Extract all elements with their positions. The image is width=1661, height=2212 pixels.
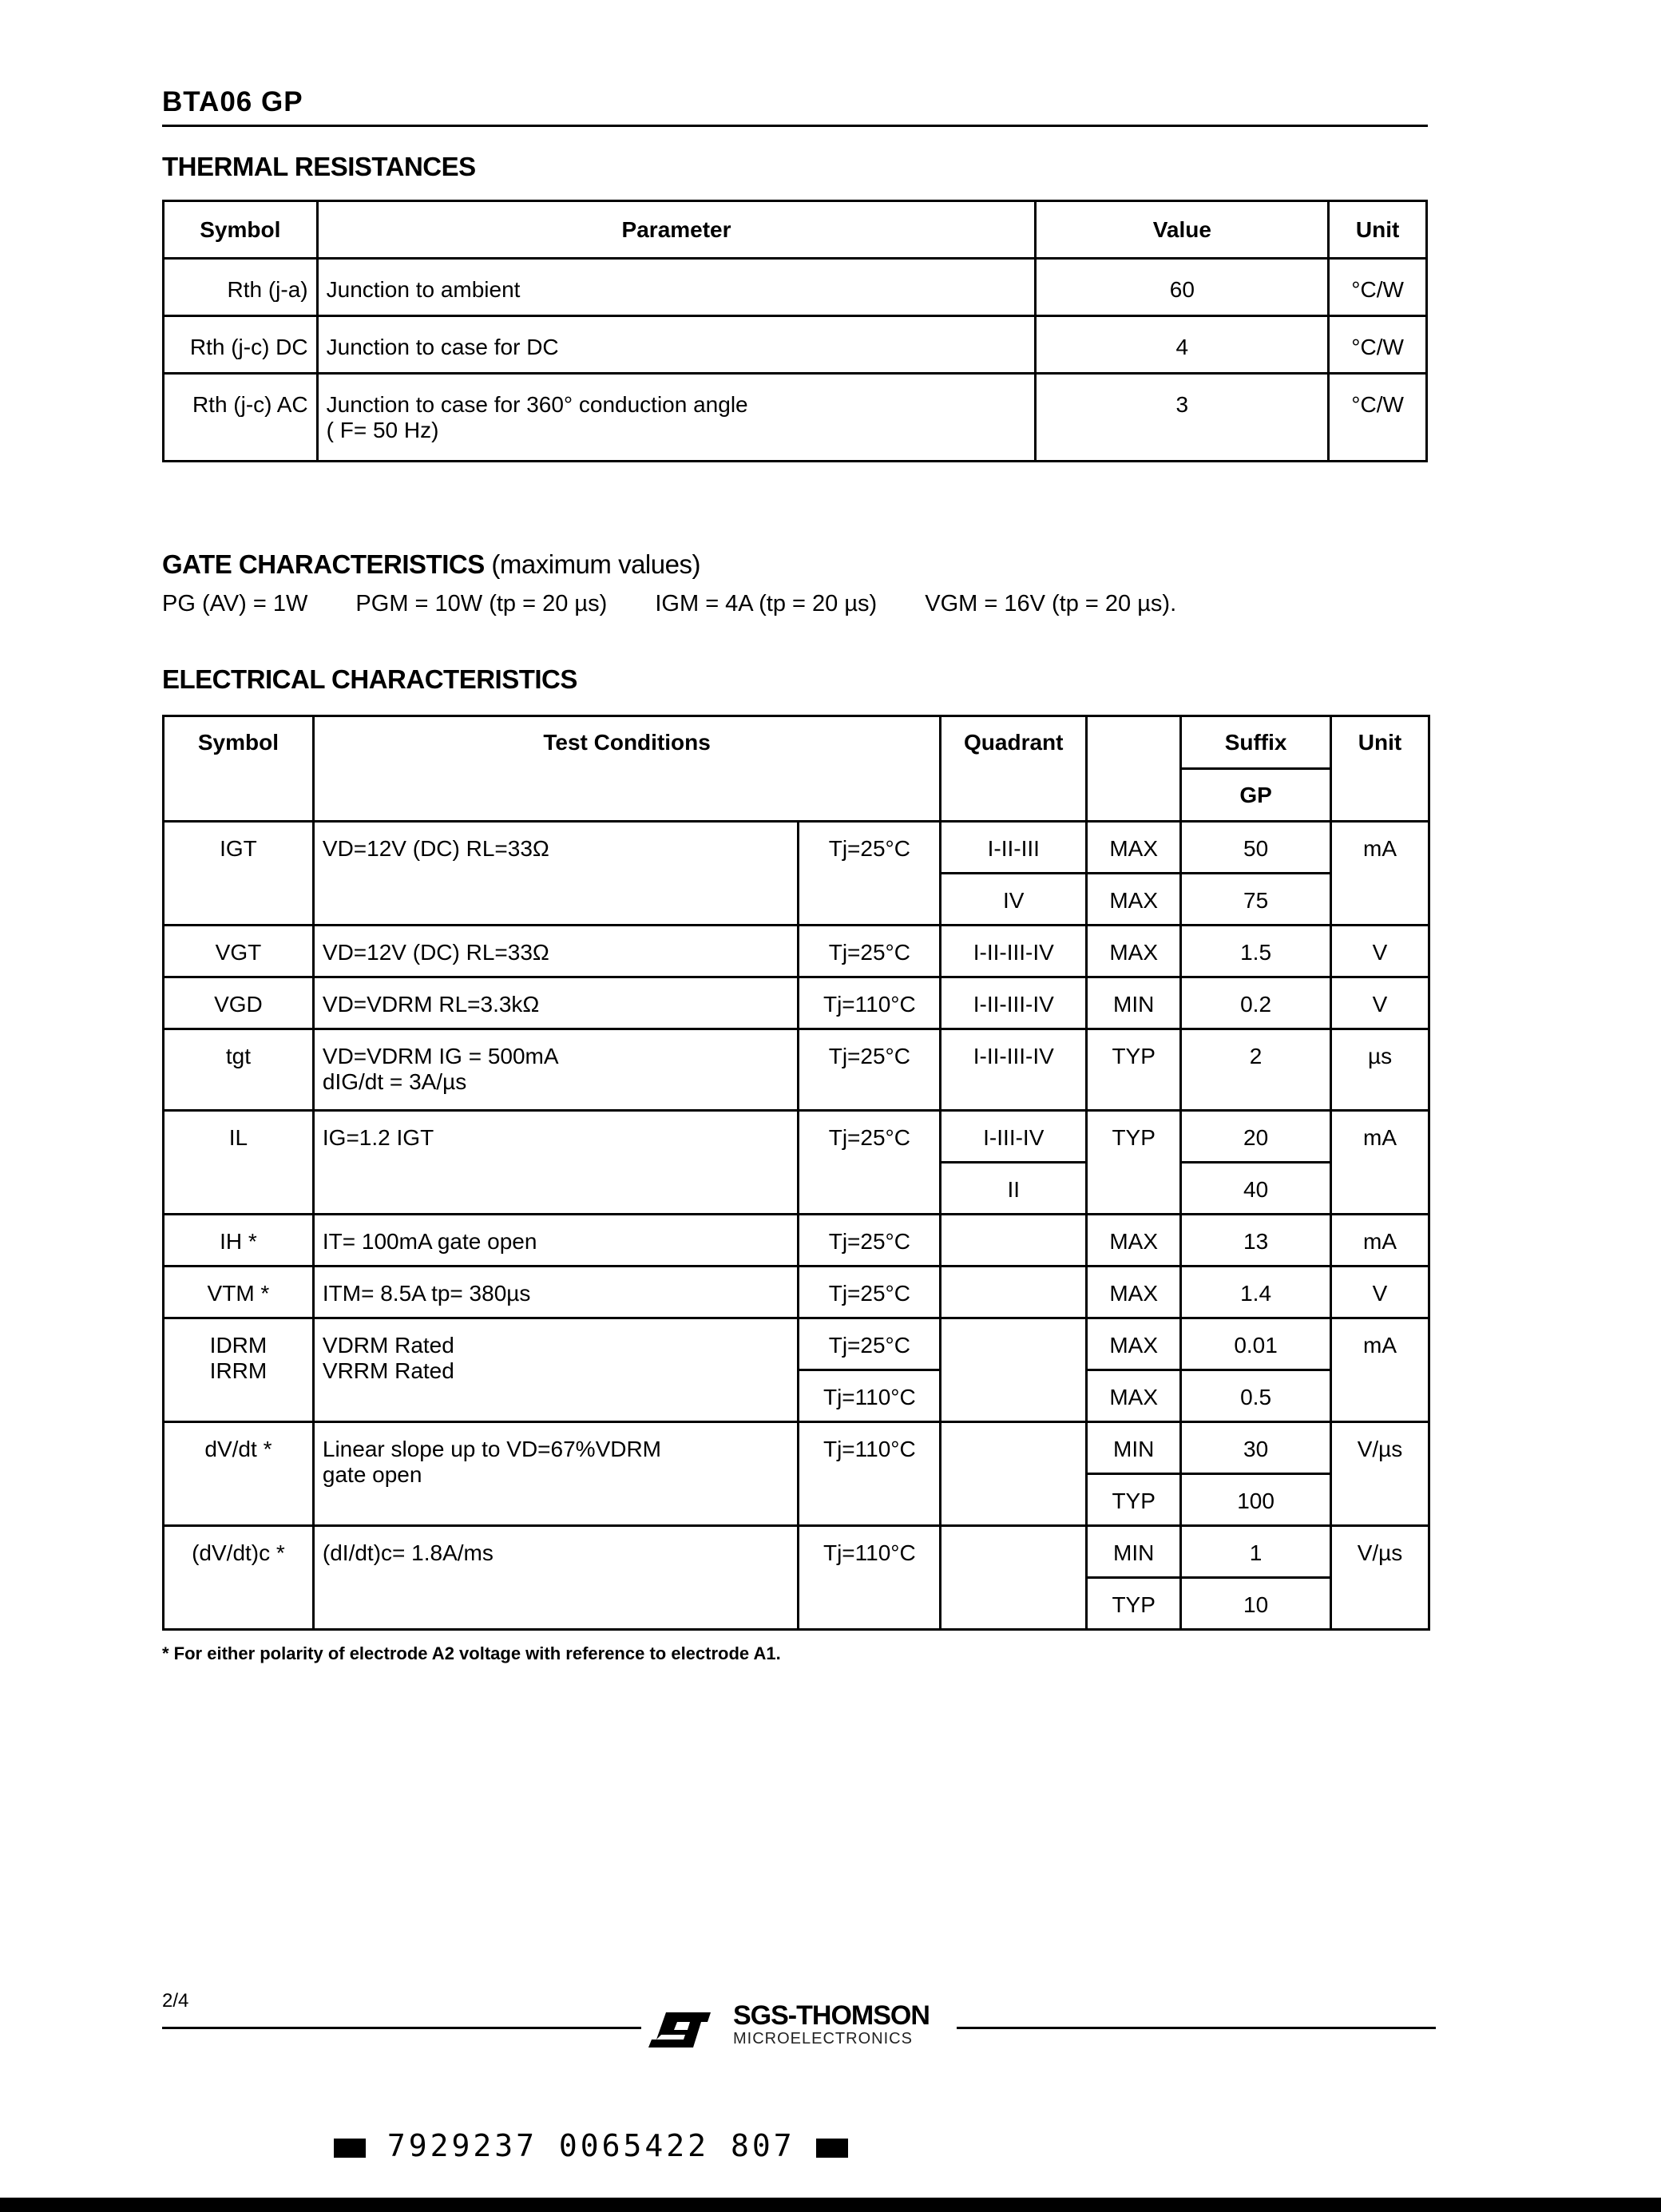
symbol-cell: VTM * — [164, 1267, 314, 1318]
quadrant-cell — [941, 1267, 1087, 1318]
unit-cell: V — [1331, 977, 1429, 1029]
col-suffix: Suffix — [1181, 716, 1331, 769]
condition-line: gate open — [322, 1462, 422, 1487]
limit-cell: TYP — [1087, 1474, 1181, 1526]
unit-cell: mA — [1331, 1111, 1429, 1215]
unit-cell: V — [1331, 926, 1429, 977]
limit-cell: MAX — [1087, 822, 1181, 874]
quadrant-cell: I-II-III — [941, 822, 1087, 874]
col-value: Value — [1036, 201, 1329, 259]
limit-cell: MIN — [1087, 1526, 1181, 1578]
value-cell: 13 — [1181, 1215, 1331, 1267]
quadrant-cell — [941, 1422, 1087, 1526]
header-rule — [162, 125, 1428, 127]
quadrant-cell: I-II-III-IV — [941, 1029, 1087, 1111]
gate-pg: PG (AV) = 1W — [162, 591, 308, 616]
parameter-line: Junction to case for 360° conduction angle — [326, 392, 748, 417]
st-logo-icon — [648, 1998, 712, 2047]
parameter-cell — [317, 374, 1036, 462]
table-row — [164, 926, 1429, 977]
symbol-line: IRRM — [209, 1358, 268, 1383]
bottom-bar — [0, 2198, 1661, 2212]
parameter-cell: Junction to case for DC — [317, 316, 1036, 374]
col-test-conditions: Test Conditions — [313, 716, 940, 822]
barcode-line — [334, 2128, 848, 2163]
symbol-cell: IL — [164, 1111, 314, 1215]
limit-cell: MAX — [1087, 1215, 1181, 1267]
gate-heading — [162, 549, 700, 580]
thermal-table — [162, 200, 1428, 462]
unit-cell: V/µs — [1331, 1526, 1429, 1630]
quadrant-cell: I-II-III-IV — [941, 977, 1087, 1029]
table-row — [164, 1029, 1429, 1111]
gate-igm: IGM = 4A (tp = 20 µs) — [655, 591, 878, 616]
table-row — [164, 1526, 1429, 1578]
unit-cell: V/µs — [1331, 1422, 1429, 1526]
limit-cell: MIN — [1087, 977, 1181, 1029]
condition-line: dIG/dt = 3A/µs — [322, 1069, 467, 1094]
symbol-cell: (dV/dt)c * — [164, 1526, 314, 1630]
table-header-row — [164, 201, 1427, 259]
tj-cell: Tj=25°C — [799, 822, 941, 926]
value-cell: 0.5 — [1181, 1370, 1331, 1422]
electrical-heading: ELECTRICAL CHARACTERISTICS — [162, 664, 577, 694]
limit-cell: TYP — [1087, 1111, 1181, 1215]
gate-heading-sub: (maximum values) — [491, 549, 700, 579]
value-cell: 30 — [1181, 1422, 1331, 1474]
electrical-table — [162, 715, 1430, 1631]
tj-cell: Tj=25°C — [799, 1111, 941, 1215]
tj-cell: Tj=25°C — [799, 1215, 941, 1267]
symbol-cell: VGD — [164, 977, 314, 1029]
symbol-cell — [164, 1318, 314, 1422]
condition-cell: IG=1.2 IGT — [313, 1111, 799, 1215]
col-suffix-gp: GP — [1181, 769, 1331, 822]
unit-cell: °C/W — [1329, 374, 1427, 462]
gate-vgm: VGM = 16V (tp = 20 µs). — [925, 591, 1177, 616]
col-parameter: Parameter — [317, 201, 1036, 259]
table-row — [164, 1267, 1429, 1318]
value-cell: 40 — [1181, 1163, 1331, 1215]
limit-cell: MAX — [1087, 874, 1181, 926]
limit-cell: MAX — [1087, 1370, 1181, 1422]
footnote: * For either polarity of electrode A2 voltage with reference to electrode A1. — [162, 1643, 781, 1663]
unit-cell: mA — [1331, 1215, 1429, 1267]
table-row — [164, 977, 1429, 1029]
tj-cell: Tj=110°C — [799, 1422, 941, 1526]
tj-cell: Tj=25°C — [799, 1267, 941, 1318]
col-symbol: Symbol — [164, 716, 314, 822]
barcode-block-right — [816, 2139, 848, 2158]
symbol-cell: VGT — [164, 926, 314, 977]
limit-cell: MIN — [1087, 1422, 1181, 1474]
condition-cell: VD=VDRM RL=3.3kΩ — [313, 977, 799, 1029]
symbol-cell: tgt — [164, 1029, 314, 1111]
quadrant-cell — [941, 1526, 1087, 1630]
tj-cell: Tj=110°C — [799, 1370, 941, 1422]
symbol-line: IDRM — [209, 1333, 268, 1358]
col-limit — [1087, 716, 1181, 822]
value-cell: 10 — [1181, 1578, 1331, 1630]
table-row — [164, 259, 1427, 316]
unit-cell: mA — [1331, 1318, 1429, 1422]
tj-cell: Tj=25°C — [799, 1318, 941, 1370]
value-cell: 75 — [1181, 874, 1331, 926]
condition-cell: VD=12V (DC) RL=33Ω — [313, 822, 799, 926]
condition-cell: (dI/dt)c= 1.8A/ms — [313, 1526, 799, 1630]
col-unit: Unit — [1331, 716, 1429, 822]
table-row — [164, 822, 1429, 874]
table-row — [164, 1422, 1429, 1474]
value-cell: 50 — [1181, 822, 1331, 874]
condition-cell: VD=12V (DC) RL=33Ω — [313, 926, 799, 977]
value-cell: 1.5 — [1181, 926, 1331, 977]
condition-cell — [313, 1318, 799, 1422]
tj-cell: Tj=110°C — [799, 977, 941, 1029]
gate-pgm: PGM = 10W (tp = 20 µs) — [355, 591, 608, 616]
symbol-cell: Rth (j-a) — [164, 259, 318, 316]
parameter-line: ( F= 50 Hz) — [326, 418, 439, 442]
table-header-row — [164, 716, 1429, 769]
symbol-cell: IH * — [164, 1215, 314, 1267]
limit-cell: MAX — [1087, 1318, 1181, 1370]
unit-cell: °C/W — [1329, 316, 1427, 374]
condition-cell — [313, 1422, 799, 1526]
quadrant-cell: I-III-IV — [941, 1111, 1087, 1163]
condition-line: VRRM Rated — [322, 1358, 454, 1383]
quadrant-cell: II — [941, 1163, 1087, 1215]
parameter-cell: Junction to ambient — [317, 259, 1036, 316]
quadrant-cell — [941, 1318, 1087, 1422]
symbol-cell: Rth (j-c) AC — [164, 374, 318, 462]
value-cell: 1 — [1181, 1526, 1331, 1578]
condition-line: VDRM Rated — [322, 1333, 454, 1358]
table-row — [164, 374, 1427, 462]
barcode-block-left — [334, 2139, 366, 2158]
gate-values — [162, 591, 1218, 617]
table-row — [164, 1215, 1429, 1267]
tj-cell: Tj=25°C — [799, 926, 941, 977]
unit-cell: µs — [1331, 1029, 1429, 1111]
unit-cell: mA — [1331, 822, 1429, 926]
table-row — [164, 1318, 1429, 1370]
condition-cell — [313, 1029, 799, 1111]
thermal-heading: THERMAL RESISTANCES — [162, 152, 476, 181]
gate-heading-main: GATE CHARACTERISTICS — [162, 549, 485, 579]
condition-cell: IT= 100mA gate open — [313, 1215, 799, 1267]
value-cell: 100 — [1181, 1474, 1331, 1526]
unit-cell: V — [1331, 1267, 1429, 1318]
condition-cell: ITM= 8.5A tp= 380µs — [313, 1267, 799, 1318]
symbol-cell: Rth (j-c) DC — [164, 316, 318, 374]
limit-cell: TYP — [1087, 1029, 1181, 1111]
page-number: 2/4 — [162, 1990, 189, 2012]
col-unit: Unit — [1329, 201, 1427, 259]
col-quadrant: Quadrant — [941, 716, 1087, 822]
col-symbol: Symbol — [164, 201, 318, 259]
value-cell: 0.2 — [1181, 977, 1331, 1029]
value-cell: 3 — [1036, 374, 1329, 462]
symbol-cell: IGT — [164, 822, 314, 926]
condition-line: VD=VDRM IG = 500mA — [322, 1044, 559, 1068]
brand-name: SGS-THOMSON — [733, 2000, 930, 2031]
symbol-cell: dV/dt * — [164, 1422, 314, 1526]
footer-rule-right — [957, 2027, 1436, 2029]
value-cell: 60 — [1036, 259, 1329, 316]
limit-cell: MAX — [1087, 1267, 1181, 1318]
quadrant-cell: IV — [941, 874, 1087, 926]
condition-line: Linear slope up to VD=67%VDRM — [322, 1437, 662, 1461]
value-cell: 20 — [1181, 1111, 1331, 1163]
table-row — [164, 1111, 1429, 1163]
tj-cell: Tj=110°C — [799, 1526, 941, 1630]
value-cell: 2 — [1181, 1029, 1331, 1111]
quadrant-cell: I-II-III-IV — [941, 926, 1087, 977]
value-cell: 4 — [1036, 316, 1329, 374]
table-row — [164, 316, 1427, 374]
value-cell: 0.01 — [1181, 1318, 1331, 1370]
footer-rule-left — [162, 2027, 641, 2029]
quadrant-cell — [941, 1215, 1087, 1267]
brand-subtitle: MICROELECTRONICS — [733, 2030, 913, 2047]
unit-cell: °C/W — [1329, 259, 1427, 316]
limit-cell: MAX — [1087, 926, 1181, 977]
document-title: BTA06 GP — [162, 86, 303, 117]
barcode-text: 7929237 0065422 807 — [387, 2128, 795, 2163]
value-cell: 1.4 — [1181, 1267, 1331, 1318]
tj-cell: Tj=25°C — [799, 1029, 941, 1111]
limit-cell: TYP — [1087, 1578, 1181, 1630]
